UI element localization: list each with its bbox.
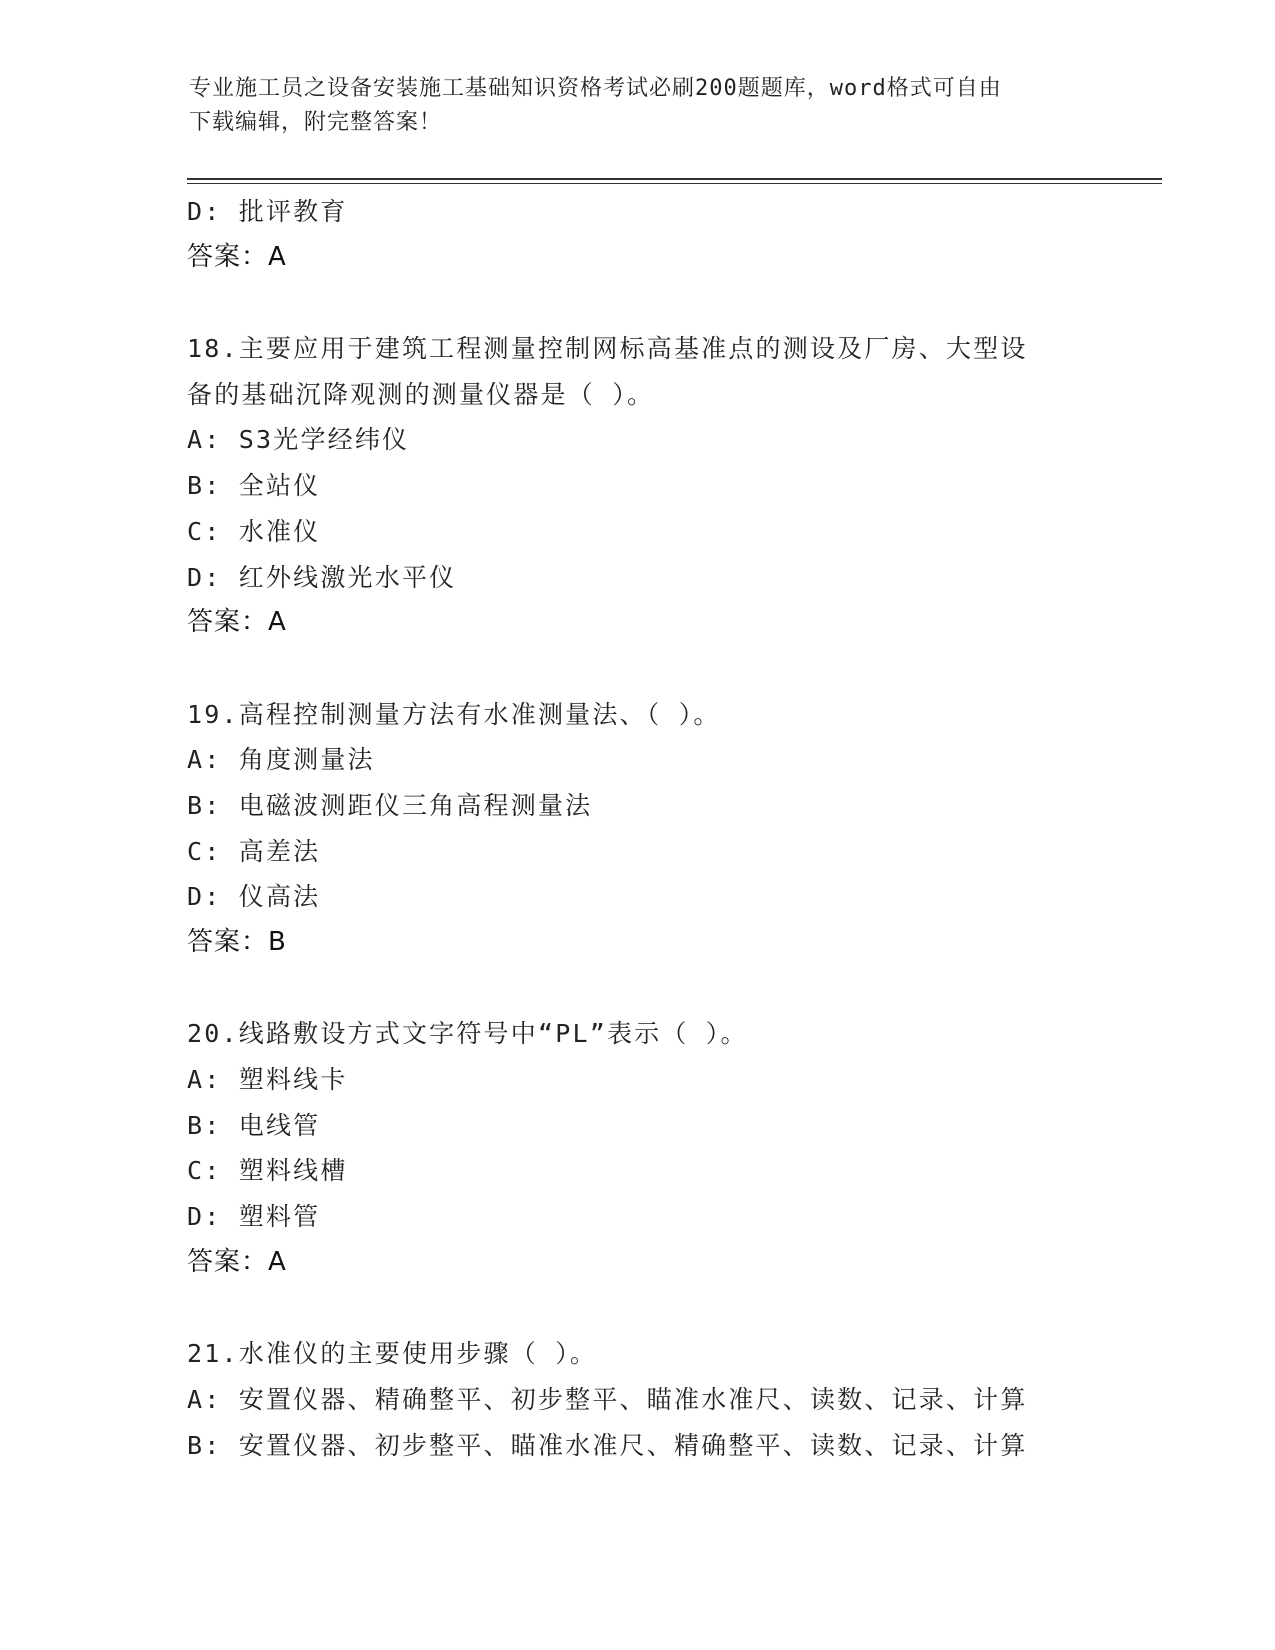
option-c: C: 高差法 (187, 836, 321, 866)
answer: 答案：A (187, 607, 287, 638)
spacer (187, 646, 1127, 692)
option-a: A: 安置仪器、精确整平、初步整平、瞄准水准尺、读数、记录、计算 (187, 1384, 1028, 1414)
option-b: B: 安置仪器、初步整平、瞄准水准尺、精确整平、读数、记录、计算 (187, 1430, 1028, 1460)
option-a: A: S3光学经纬仪 (187, 425, 410, 455)
answer: 答案：A (187, 241, 287, 272)
option-d: D: 塑料管 (187, 1202, 321, 1232)
option-b: B: 电线管 (187, 1110, 321, 1140)
option-c: C: 塑料线槽 (187, 1156, 348, 1186)
spacer (187, 966, 1127, 1012)
spacer (187, 1286, 1127, 1332)
question-18 (187, 326, 1127, 646)
option-b: B: 全站仪 (187, 471, 321, 501)
header-title-line-1: 专业施工员之设备安装施工基础知识资格考试必刷200题题库，word格式可自由 (189, 76, 1002, 101)
question-17-fragment (187, 189, 1127, 280)
option-a: A: 角度测量法 (187, 745, 375, 775)
header-title-line-2: 下载编辑，附完整答案！ (189, 110, 443, 135)
question-stem: 21.水准仪的主要使用步骤（ ）。 (187, 1339, 598, 1369)
option-b: B: 电磁波测距仪三角高程测量法 (187, 790, 593, 820)
spacer (187, 280, 1127, 326)
option-d: D: 红外线激光水平仪 (187, 562, 457, 592)
option-a: A: 塑料线卡 (187, 1065, 348, 1095)
header-divider (187, 178, 1162, 184)
question-stem: 19.高程控制测量方法有水准测量法、（ ）。 (187, 699, 721, 729)
document-body (187, 189, 1127, 1468)
answer: 答案：B (187, 927, 287, 957)
question-21 (187, 1331, 1127, 1468)
question-stem-continued: 备的基础沉降观测的测量仪器是（ ）。 (187, 379, 655, 409)
option-d: D: 仪高法 (187, 882, 321, 912)
question-stem: 20.线路敷设方式文字符号中“PL”表示（ ）。 (187, 1019, 748, 1049)
option-c: C: 水准仪 (187, 516, 321, 546)
question-20 (187, 1011, 1127, 1285)
question-19 (187, 692, 1127, 966)
option-d: D: 批评教育 (187, 197, 348, 226)
page-header (189, 72, 1089, 140)
question-stem: 18.主要应用于建筑工程测量控制网标高基准点的测设及厂房、大型设 (187, 334, 1028, 364)
answer: 答案：A (187, 1246, 287, 1277)
